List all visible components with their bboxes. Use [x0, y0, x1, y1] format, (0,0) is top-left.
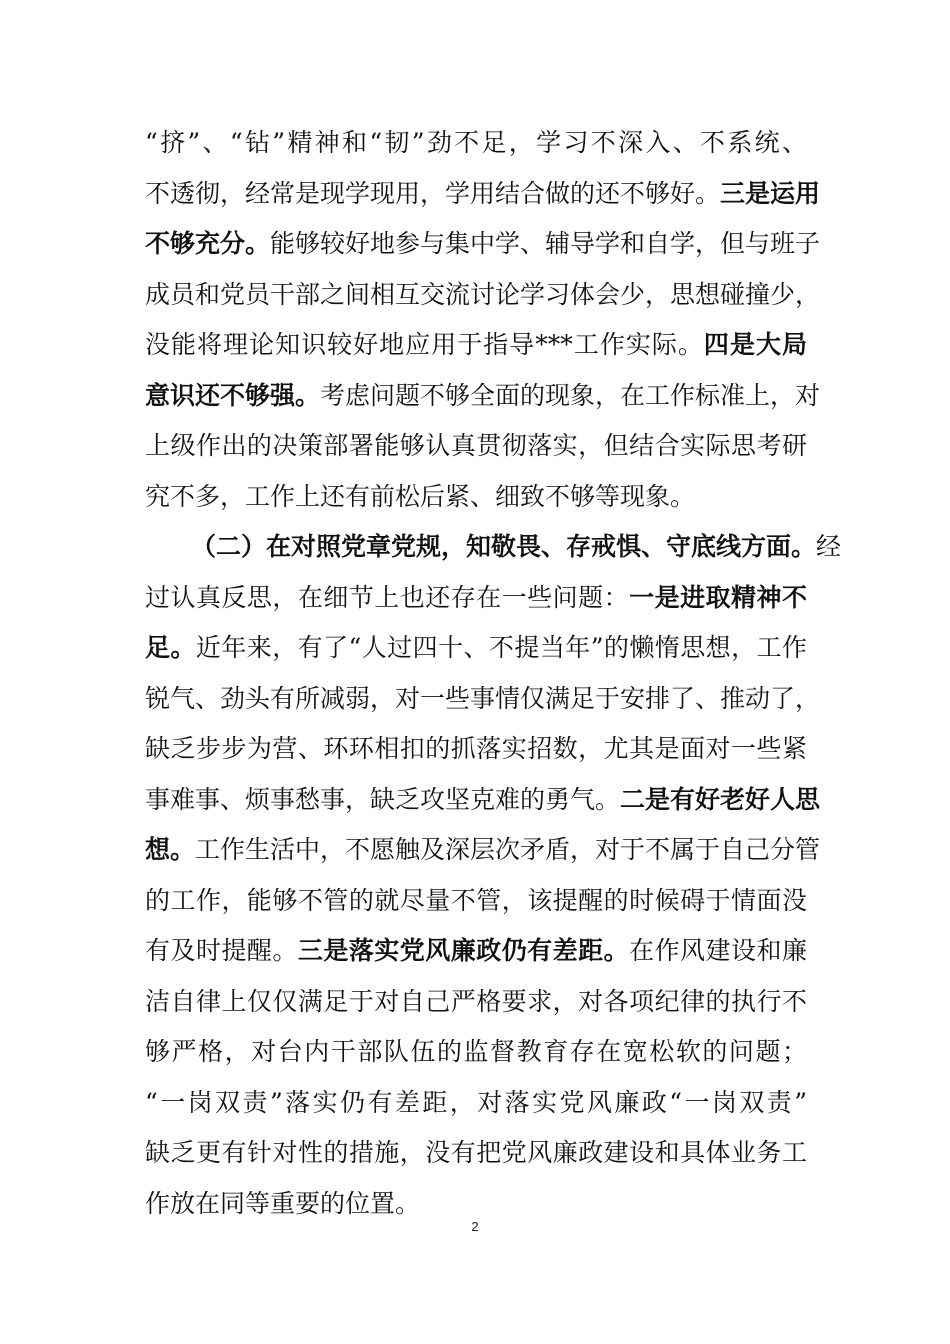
- text-segment: 工作生活中，不愿触及深层次矛盾，对于不属于自己分管: [195, 835, 821, 864]
- text-line: [145, 775, 821, 826]
- text-segment: 在作风建设和廉: [629, 936, 807, 965]
- text-line: [145, 219, 821, 270]
- text-segment: 成员和党员干部之间相互交流讨论学习体会少，思想碰撞少，: [145, 279, 821, 309]
- text-line: [145, 522, 842, 573]
- text-line: [145, 1027, 807, 1078]
- text-line: [145, 1128, 807, 1179]
- text-line: [145, 472, 807, 523]
- text-line: [145, 724, 807, 775]
- text-segment: 经: [816, 532, 842, 561]
- text-segment: 够严格，对台内干部队伍的监督教育存在宽松软的问题；: [145, 1037, 807, 1066]
- text-segment: 作放在同等重要的位置。: [145, 1188, 421, 1218]
- text-line: [145, 674, 821, 725]
- text-segment: 没能将理论知识较好地应用于指导***工作实际。: [145, 330, 704, 359]
- text-segment: 考虑问题不够全面的现象，在工作标准上，对: [320, 380, 821, 410]
- bold-text-segment: 四是大局: [703, 330, 807, 359]
- text-line: [145, 825, 821, 876]
- bold-text-segment: 三是落实党风廉政仍有差距。: [297, 936, 630, 965]
- text-line: [145, 118, 807, 169]
- text-line: [145, 977, 807, 1028]
- text-line: [145, 573, 807, 624]
- text-segment: 能够较好地参与集中学、辅导学和自学，但与班子: [270, 229, 821, 258]
- text-segment: 缺乏更有针对性的措施，没有把党风廉政建设和具体业务工: [145, 1138, 807, 1167]
- bold-text-segment: 二是有好老好人思: [620, 784, 821, 814]
- bold-text-segment: 三是运用: [720, 178, 821, 208]
- document-body: [145, 118, 842, 1229]
- text-segment: 洁自律上仅仅满足于对自己严格要求，对各项纪律的执行不: [145, 986, 807, 1016]
- text-segment: 究不多，工作上还有前松后紧、细致不够等现象。: [145, 481, 696, 511]
- text-line: [145, 623, 807, 674]
- text-line: [145, 876, 807, 927]
- text-line: [145, 320, 807, 371]
- bold-text-segment: 一是进取精神不: [629, 582, 807, 612]
- text-segment: 上级作出的决策部署能够认真贯彻落实，但结合实际思考研: [145, 431, 807, 460]
- bold-text-segment: 想。: [145, 835, 196, 864]
- text-segment: 缺乏步步为营、环环相扣的抓落实招数，尤其是面对一些紧: [145, 734, 807, 763]
- page-number: 2: [471, 1219, 479, 1234]
- text-segment: 的工作，能够不管的就尽量不管，该提醒的时候碍于情面没: [145, 885, 807, 915]
- text-segment: “挤”、“钻”精神和“韧”劲不足，学习不深入、不系统、: [145, 128, 807, 157]
- bold-text-segment: （二）在对照党章党规，知敬畏、存戒惧、守底线方面。: [191, 532, 817, 561]
- bold-text-segment: 意识还不够强。: [145, 380, 321, 410]
- text-segment: “一岗双责”落实仍有差距，对落实党风廉政“一岗双责”: [145, 1087, 807, 1117]
- text-line: [145, 371, 821, 422]
- bold-text-segment: 不够充分。: [145, 229, 271, 258]
- paragraph: [145, 522, 842, 1229]
- text-line: [145, 169, 821, 220]
- bold-text-segment: 足。: [145, 633, 196, 662]
- text-line: [145, 270, 821, 321]
- text-segment: 过认真反思，在细节上也还存在一些问题：: [145, 582, 630, 612]
- text-line: [145, 1078, 807, 1129]
- text-line: [145, 926, 807, 977]
- text-segment: 近年来，有了“人过四十、不提当年”的懒惰思想，工作: [195, 633, 807, 662]
- text-segment: 事难事、烦事愁事，缺乏攻坚克难的勇气。: [145, 784, 621, 814]
- text-segment: 不透彻，经常是现学现用，学用结合做的还不够好。: [145, 178, 721, 208]
- text-line: [145, 421, 807, 472]
- paragraph: [145, 118, 821, 522]
- text-segment: 锐气、劲头有所减弱，对一些事情仅满足于安排了、推动了，: [145, 683, 821, 713]
- text-segment: 有及时提醒。: [145, 936, 298, 965]
